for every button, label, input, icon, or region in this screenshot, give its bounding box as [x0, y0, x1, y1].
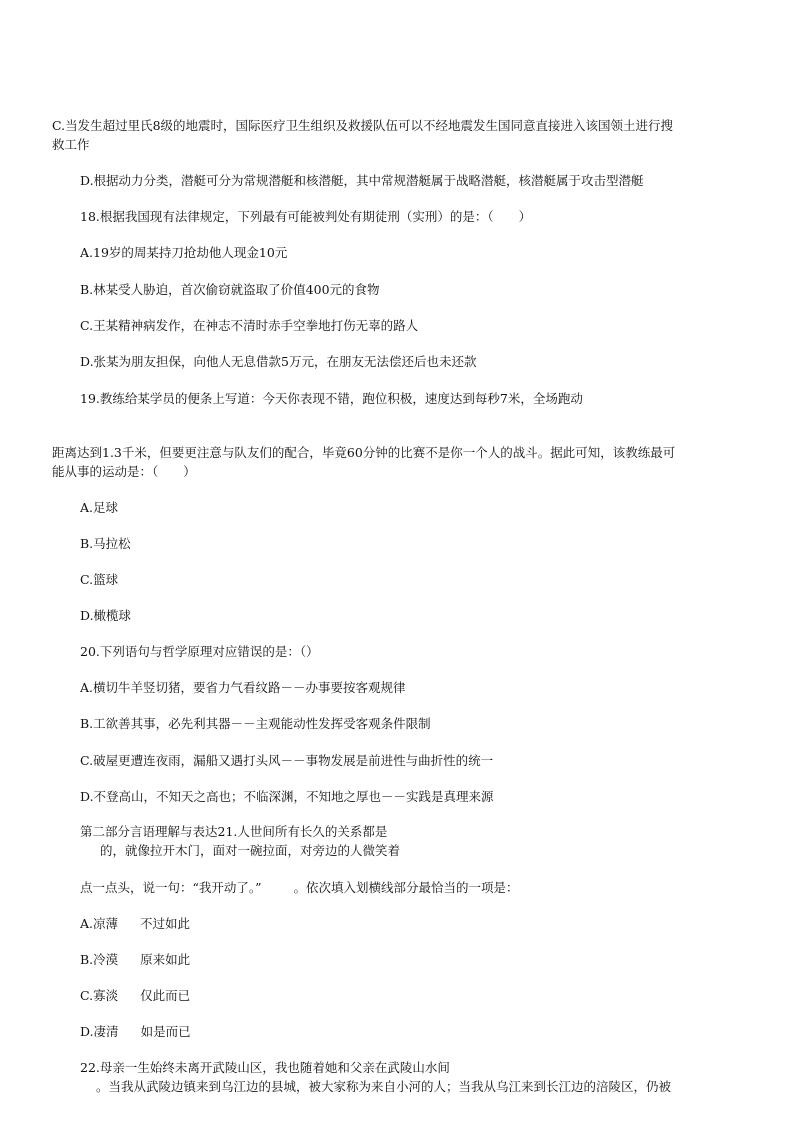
- question-21-line3: [80, 879, 519, 897]
- option-b-q19: B.马拉松: [80, 536, 131, 551]
- option-d-q18: D.张某为朋友担保，向他人无息借款5万元，在朋友无法偿还后也未还款: [80, 354, 477, 369]
- question-21-line1: 第二部分言语理解与表达21.人世间所有长久的关系都是: [80, 824, 388, 839]
- option-b-q21-word2: 原来如此: [140, 952, 191, 967]
- option-d-q21: [80, 1023, 191, 1041]
- option-d-q20: D.不登高山，不知天之高也；不临深渊，不知地之厚也－－实践是真理来源: [80, 789, 494, 804]
- option-b-q20: B.工欲善其事，必先利其器－－主观能动性发挥受客观条件限制: [80, 716, 431, 731]
- option-a-q21-word1: A.凉薄: [80, 916, 119, 931]
- option-d-q19: D.橄榄球: [80, 608, 132, 623]
- option-b-q18: B.林某受人胁迫，首次偷窃就盗取了价值400元的食物: [80, 282, 380, 297]
- option-d-q17: D.根据动力分类，潜艇可分为常规潜艇和核潜艇，其中常规潜艇属于战略潜艇，核潜艇属于攻击型潜艇: [80, 173, 644, 188]
- question-21-text-part1: 点一点头，说一句：“我开动了。”: [80, 880, 262, 895]
- option-c-q20: C.破屋更遭连夜雨，漏船又遇打头风－－事物发展是前进性与曲折性的统一: [80, 753, 494, 768]
- question-21-text-part2: 。依次填入划横线部分最恰当的一项是：: [293, 880, 519, 895]
- option-a-q21: [80, 915, 190, 933]
- question-20: 20.下列语句与哲学原理对应错误的是：（）: [80, 644, 319, 659]
- option-d-q21-word1: D.凄清: [80, 1024, 119, 1039]
- option-d-q21-word2: 如是而已: [140, 1024, 191, 1039]
- option-b-q21: [80, 951, 190, 969]
- option-c-q21: [80, 987, 190, 1005]
- option-c-q19: C.篮球: [80, 572, 119, 587]
- option-c-q21-word1: C.寡淡: [80, 988, 119, 1003]
- option-a-q20: A.横切牛羊竖切猪，要省力气看纹路－－办事要按客观规律: [80, 680, 406, 695]
- question-19-line3: 能从事的运动是：（ ）: [52, 464, 196, 479]
- option-b-q21-word1: B.冷漠: [80, 952, 119, 967]
- option-a-q19: A.足球: [80, 500, 119, 515]
- question-19-line2: 距离达到1.3千米，但要更注意与队友们的配合，毕竟60分钟的比赛不是你一个人的战斗。据此可知，该教练最可: [52, 445, 676, 460]
- option-c-q17-line1: C.当发生超过里氏8级的地震时，国际医疗卫生组织及救援队伍可以不经地震发生国同意直接进入该国领土进行搜: [52, 118, 674, 133]
- option-a-q21-word2: 不过如此: [140, 916, 191, 931]
- option-c-q18: C.王某精神病发作，在神志不清时赤手空拳地打伤无辜的路人: [80, 318, 419, 333]
- option-c-q21-word2: 仅此而已: [140, 988, 191, 1003]
- question-18: 18.根据我国现有法律规定，下列最有可能被判处有期徒刑（实刑）的是：（ ）: [80, 209, 532, 224]
- question-19-line1: 19.教练给某学员的便条上写道：今天你表现不错，跑位积极，速度达到每秒7米，全场跑动: [80, 391, 583, 406]
- question-22-line2: 。当我从武陵边镇来到乌江边的县城，被大家称为来自小河的人；当我从乌江来到长江边的涪陵区，仍被: [96, 1079, 672, 1094]
- option-a-q18: A.19岁的周某持刀抢劫他人现金10元: [80, 245, 288, 260]
- question-21-line2: 的，就像拉开木门，面对一碗拉面，对旁边的人微笑着: [100, 843, 401, 858]
- question-22-line1: 22.母亲一生始终未离开武陵山区，我也随着她和父亲在武陵山水间: [80, 1060, 450, 1075]
- option-c-q17-line2: 救工作: [52, 137, 90, 152]
